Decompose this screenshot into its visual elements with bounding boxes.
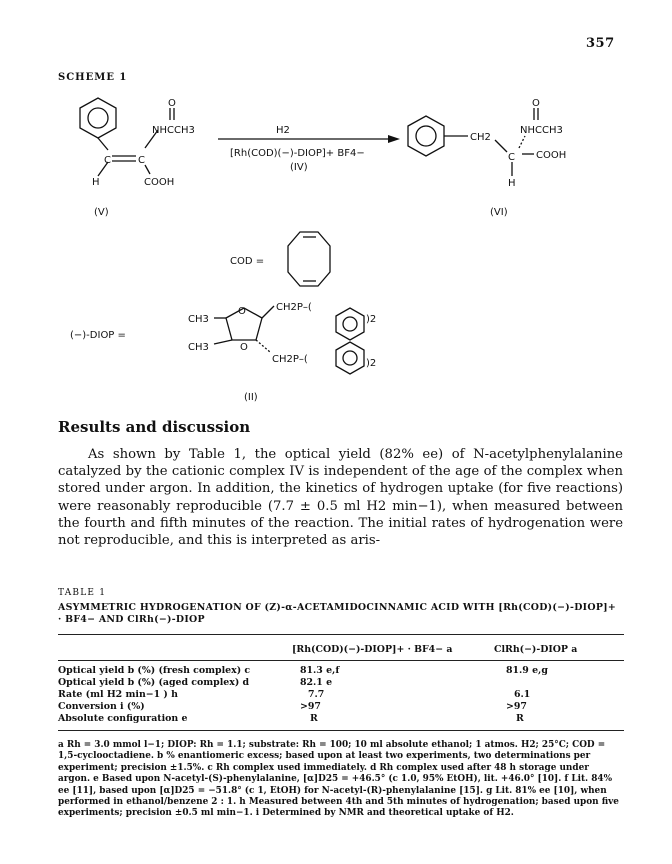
cell-conversion-neutral: >97 [506,701,527,712]
reactant-c2: C [138,155,145,166]
row-label-rate: Rate (ml H2 min−1 ) h [58,689,178,700]
cell-fresh-neutral: 81.9 e,g [506,665,548,676]
reactant-aromatic-circle [88,108,108,128]
reactant-c1: C [104,155,111,166]
reactant-acid: COOH [144,177,175,188]
cell-conversion-cationic: >97 [300,701,321,712]
diop-ch3-top: CH3 [188,314,209,325]
product-aromatic-circle [416,126,436,146]
section-heading: Results and discussion [58,418,251,436]
reagent-top: H2 [276,125,290,136]
body-paragraph [58,446,623,549]
diop-bottom-chain: CH2P–( [272,354,308,365]
diop-number: (II) [244,392,258,403]
row-label-aged: Optical yield b (%) (aged complex) d [58,677,250,688]
product-label: (VI) [490,207,508,218]
row-label-configuration: Absolute configuration e [58,713,188,724]
col-head-neutral: ClRh(−)-DIOP a [494,644,578,655]
scheme-diagram [0,0,672,420]
reactant-h: H [92,177,100,188]
cell-config-neutral: R [516,713,524,724]
reagent-label: (IV) [290,162,308,173]
table-top-rule [58,634,624,635]
reactant-amide: NHCCH3 [152,125,195,136]
diop-phenyl-bottom [336,342,364,374]
row-label-fresh: Optical yield b (%) (fresh complex) c [58,665,251,676]
cod-label: COD = [230,256,265,267]
reagent-bottom: [Rh(COD)(−)-DIOP]+ BF4− [230,148,365,159]
diop-bottom-subscript: )2 [366,358,377,369]
diop-label: (−)-DIOP = [70,330,126,341]
diop-o-bottom: O [240,342,248,353]
page-number: 357 [586,36,615,51]
cell-rate-neutral: 6.1 [514,689,531,700]
diop-top-chain: CH2P–( [276,302,312,313]
product-h: H [508,178,516,189]
diop-phenyl-top [336,308,364,340]
reactant-label: (V) [94,207,109,218]
product-benzene-ring [408,116,444,156]
table-header-rule [58,660,624,661]
cell-config-cationic: R [310,713,318,724]
row-label-conversion: Conversion i (%) [58,701,145,712]
diop-ch3-bottom: CH3 [188,342,209,353]
product-oxygen: O [532,98,540,109]
product-amide: NHCCH3 [520,125,563,136]
product-acid: COOH [536,150,567,161]
table-footnotes: a Rh = 3.0 mmol l−1; DIOP: Rh = 1.1; substrate: Rh = 100; 10 ml absolute ethanol; 1 atmos. H2; 25°C; COD = 1,5-cyclooctadiene. b % enantiomeric excess; based upon at least two experiments, two determinations per experiment; precision ±1.5%. c Rh complex used immediately. d Rh complex used after 48 h storage under argon. e Based upon N-acetyl-(S)-phenylalanine, [α]D25 = +46.5° (c 1.0, 95% EtOH), lit. +46.0° [10]. f Lit. 84% ee [11], based upon [α]D25 = −51.8° (c 1, EtOH) for N-acetyl-(R)-phenylalanine [15]. g Lit. 81% ee [10], when performed in ethanol/benzene 2 : 1. h Measured between 4th and 5th minutes of hydrogenation; based upon five experiments; precision ±0.5 ml min−1. i Determined by NMR and theoretical uptake of H2. [58,740,619,819]
reactant-oxygen: O [168,98,176,109]
cod-ring [288,232,330,286]
diop-o-top: O [238,306,246,317]
cell-aged-cationic: 82.1 e [300,677,333,688]
product-c: C [508,152,515,163]
cell-fresh-cationic: 81.3 e,f [300,665,340,676]
table-caption: ASYMMETRIC HYDROGENATION OF (Z)-α-ACETAMIDOCINNAMIC ACID WITH [Rh(COD)(−)-DIOP]+ · BF4− AND ClRh(−)-DIOP [58,602,617,625]
product-ch2: CH2 [470,132,491,143]
paragraph-text: As shown by Table 1, the optical yield (82% ee) of N-acetylphenylalanine catalyzed by the cationic complex IV is independent of the age of the complex when stored under argon. In addition, the kinetics of hydrogen uptake (for five reactions) were reasonably reproducible (7.7 ± 0.5 ml H2 min−1), when measured between the fourth and fifth minutes of the reaction. The initial rates of hydrogenation were not reproducible, and this is interpreted as aris- [58,447,623,549]
table-label: TABLE 1 [58,588,107,598]
cell-rate-cationic: 7.7 [308,689,325,700]
col-head-cationic: [Rh(COD)(−)-DIOP]+ · BF4− a [292,644,453,655]
scheme-label: SCHEME 1 [58,72,128,83]
reactant-benzene-ring [80,98,116,138]
reaction-arrow-head [388,135,400,143]
diop-top-subscript: )2 [366,314,377,325]
table-bottom-rule [58,730,624,731]
